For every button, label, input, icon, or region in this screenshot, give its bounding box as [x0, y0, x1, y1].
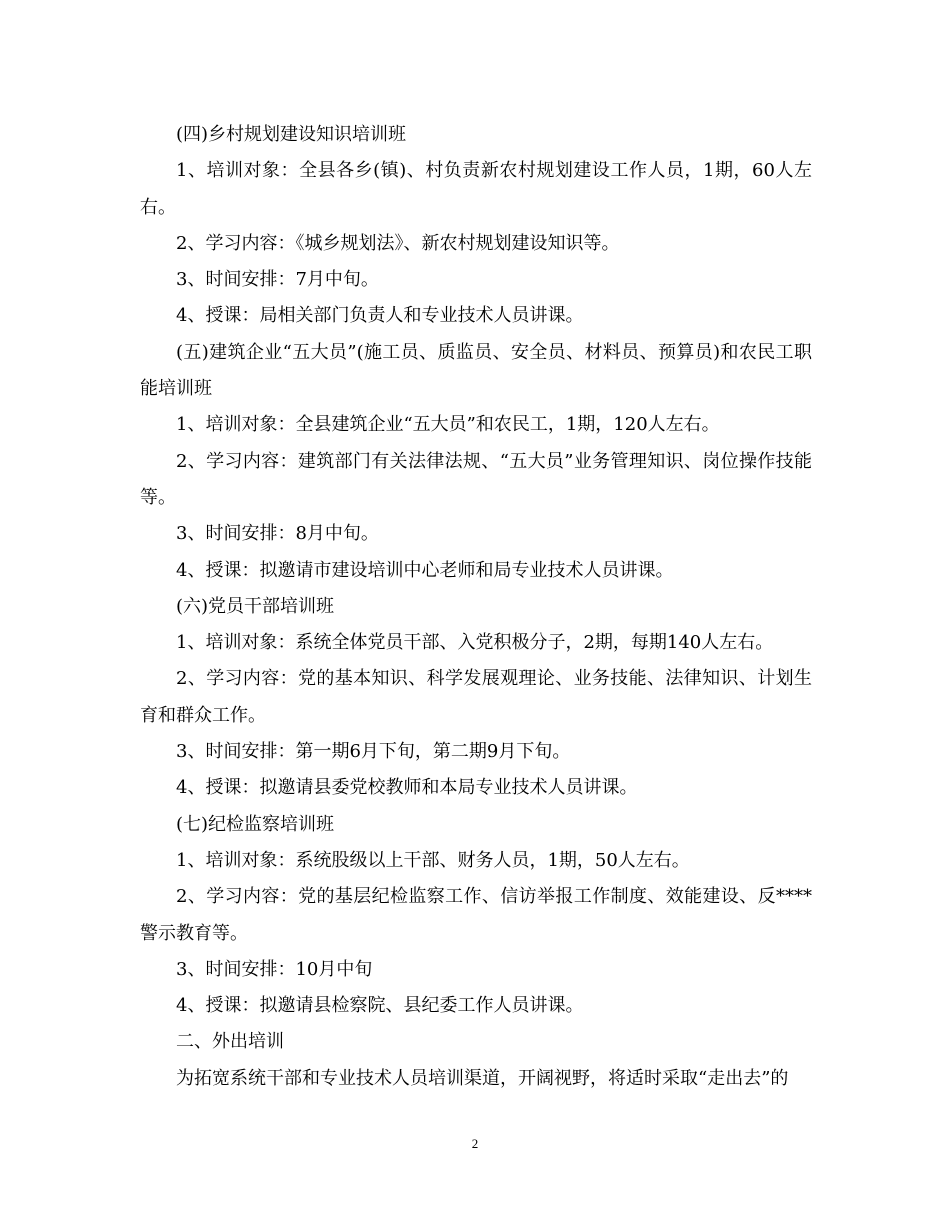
section-heading-external-training: 二、外出培训	[176, 1031, 284, 1053]
paragraph-lecturers: 4、授课：拟邀请市建设培训中心老师和局专业技术人员讲课。	[176, 559, 674, 581]
paragraph-schedule: 3、时间安排：7月中旬。	[176, 269, 379, 291]
document-body	[140, 117, 812, 1097]
paragraph-schedule: 3、时间安排：10月中旬	[176, 958, 373, 980]
section-heading-discipline: (七)纪检监察培训班	[176, 813, 335, 835]
paragraph-training-target: 1、培训对象：全县各乡(镇)、村负责新农村规划建设工作人员，1期，60人左右。	[140, 160, 812, 218]
paragraph-study-content: 2、学习内容：建筑部门有关法律法规、“五大员”业务管理知识、岗位操作技能等。	[140, 450, 812, 508]
paragraph-study-content: 2、学习内容：党的基本知识、科学发展观理论、业务技能、法律知识、计划生育和群众工作。	[140, 668, 812, 726]
section-heading-construction: (五)建筑企业“五大员”(施工员、质监员、安全员、材料员、预算员)和农民工职能培训班	[140, 341, 812, 400]
section-heading-party-cadres: (六)党员干部培训班	[176, 595, 335, 617]
paragraph-lecturers: 4、授课：局相关部门负责人和专业技术人员讲课。	[176, 305, 584, 327]
page-number: 2	[471, 1136, 479, 1151]
paragraph-external-training: 为拓宽系统干部和专业技术人员培训渠道，开阔视野，将适时采取“走出去”的	[176, 1067, 789, 1089]
paragraph-schedule: 3、时间安排：第一期6月下旬，第二期9月下旬。	[176, 741, 571, 763]
paragraph-training-target: 1、培训对象：系统股级以上干部、财务人员，1期，50人左右。	[176, 849, 690, 871]
section-heading-rural-planning: (四)乡村规划建设知识培训班	[176, 124, 407, 145]
paragraph-lecturers: 4、授课：拟邀请县检察院、县纪委工作人员讲课。	[176, 995, 584, 1017]
paragraph-study-content: 2、学习内容：《城乡规划法》、新农村规划建设知识等。	[176, 232, 620, 254]
paragraph-training-target: 1、培训对象：系统全体党员干部、入党积极分子，2期，每期140人左右。	[176, 632, 774, 654]
paragraph-training-target: 1、培训对象：全县建筑企业“五大员”和农民工，1期，120人左右。	[176, 414, 720, 436]
paragraph-schedule: 3、时间安排：8月中旬。	[176, 523, 379, 545]
paragraph-lecturers: 4、授课：拟邀请县委党校教师和本局专业技术人员讲课。	[176, 777, 638, 799]
paragraph-study-content: 2、学习内容：党的基层纪检监察工作、信访举报工作制度、效能建设、反****警示教育等。	[140, 886, 812, 944]
